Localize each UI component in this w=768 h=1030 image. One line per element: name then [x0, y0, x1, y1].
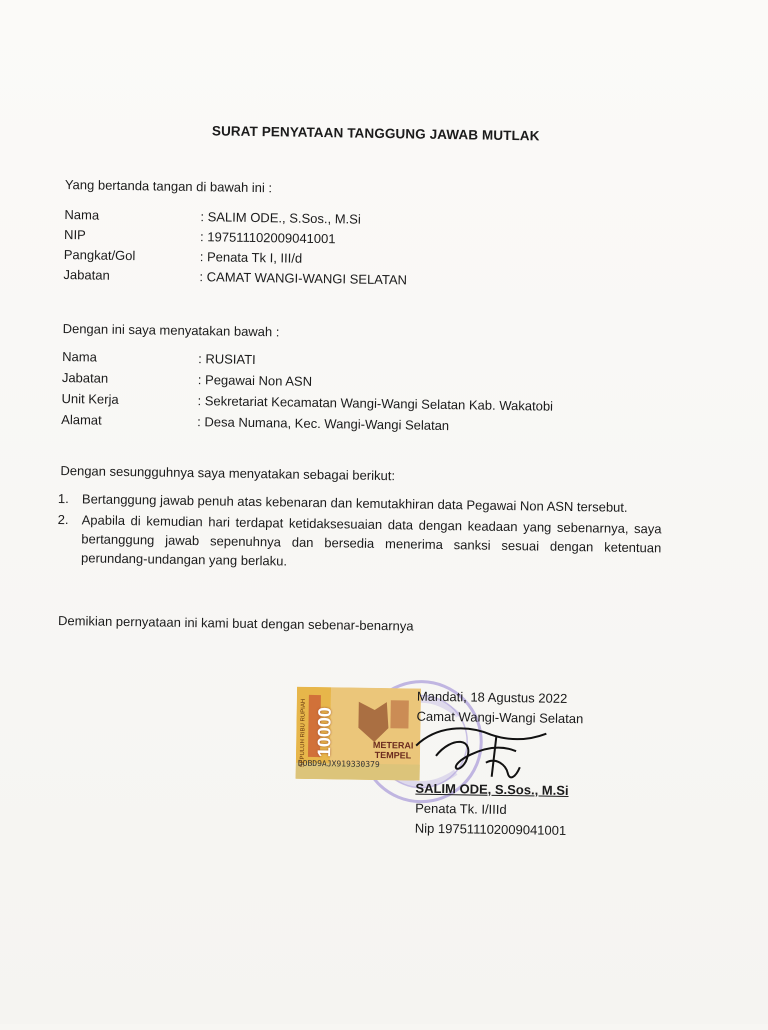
meterai-label: METERAI TEMPEL — [372, 739, 414, 761]
field-value: : Desa Numana, Kec. Wangi-Wangi Selatan — [197, 414, 450, 434]
meterai-amount: 10000 — [313, 707, 335, 758]
signer-nip: Nip 197511102009041001 — [414, 820, 567, 838]
closing-text: Demikian pernyataan ini kami buat dengan sebenar-benarnya — [57, 612, 414, 634]
signer-position: Camat Wangi-Wangi Selatan — [416, 708, 584, 727]
meterai-header: SEPULUH RIBU RUPIAH — [299, 698, 307, 768]
field-value: : Penata Tk I, III/d — [199, 249, 303, 266]
field-label: Nama — [62, 348, 98, 365]
field-label: NIP — [64, 227, 86, 243]
intro-text: Yang bertanda tangan di bawah ini : — [64, 177, 273, 196]
field-label: Unit Kerja — [61, 390, 119, 407]
field-label: Pangkat/Gol — [63, 247, 136, 264]
place-date: Mandati, 18 Agustus 2022 — [416, 688, 568, 706]
field-label: Alamat — [61, 411, 102, 428]
field-label: Nama — [64, 207, 100, 223]
field-value: : CAMAT WANGI-WANGI SELATAN — [199, 269, 408, 288]
field-value: : Pegawai Non ASN — [197, 372, 313, 389]
declare-intro-text: Dengan ini saya menyatakan bawah : — [62, 320, 280, 340]
field-value: : RUSIATI — [198, 351, 256, 368]
list-item — [57, 510, 662, 576]
signer-name: SALIM ODE, S.Sos., M.Si — [415, 780, 569, 798]
field-value: : 197511102009041001 — [199, 229, 336, 247]
list-number: 2. — [57, 511, 69, 528]
field-label: Jabatan — [63, 267, 110, 283]
statement-list — [57, 489, 662, 578]
letter-title: SURAT PENYATAAN TANGGUNG JAWAB MUTLAK — [211, 123, 540, 144]
list-text: Apabila di kemudian hari terdapat ketidaksesuaian data dengan keadaan yang sebenarnya, saya bertanggung jawab sepenuhnya dan bersedia menerima sanksi sesuai dengan ketentuan perundang-undangan yang berlaku. — [80, 512, 662, 569]
signature-block — [415, 687, 584, 842]
field-value: : Sekretariat Kecamatan Wangi-Wangi Selatan Kab. Wakatobi — [197, 393, 554, 414]
meterai-serial: DOBD9AJX919330379 — [297, 758, 380, 770]
field-label: Jabatan — [61, 369, 109, 386]
statement-intro-text: Dengan sesungguhnya saya menyatakan sebagai berikut: — [60, 462, 396, 484]
list-text: Bertanggung jawab penuh atas kebenaran dan kemutakhiran data Pegawai Non ASN tersebut. — [81, 491, 628, 515]
field-value: : SALIM ODE., S.Sos., M.Si — [200, 209, 361, 227]
signer-rank: Penata Tk. I/IIId — [415, 800, 507, 818]
list-number: 1. — [57, 490, 69, 507]
